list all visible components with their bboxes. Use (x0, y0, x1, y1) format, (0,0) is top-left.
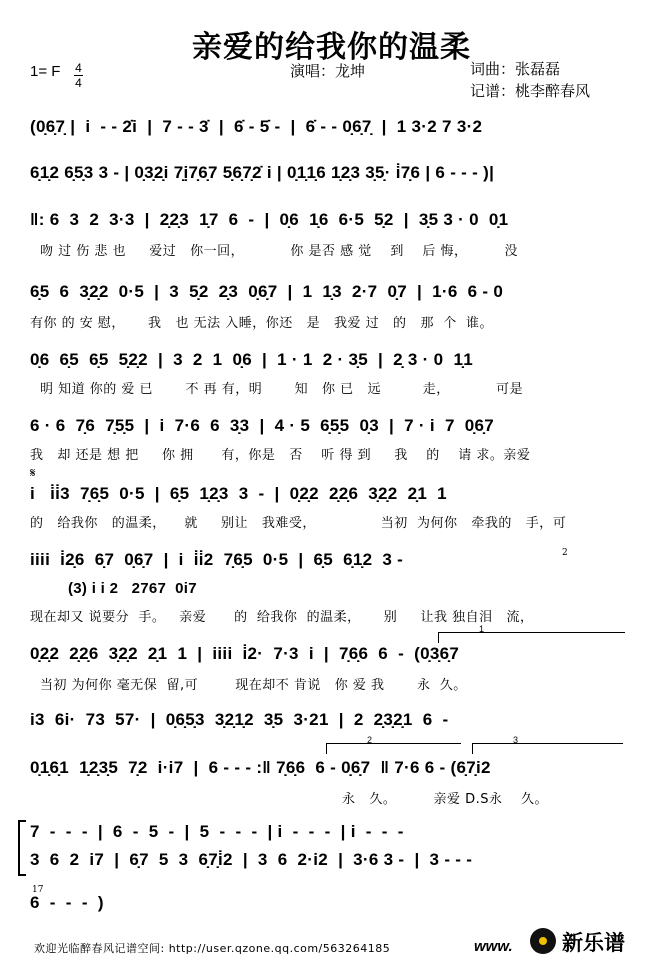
site-prefix: www. (474, 938, 513, 955)
segno-sign: 𝄋 (30, 466, 36, 481)
score-line-1: (0̣6̣7̣ | i - - 2̇i | 7 - - 3̇ | 6̇ - 5̇ - | 6̇ - - 0̣6̣7̣ | 1 3·2 7 3·2 (30, 117, 483, 136)
lyric-line-3: 吻 过 伤 悲 也 爱过 你一回， 你 是否 感 觉 到 后 悔， 没 (40, 244, 519, 259)
score-line-7: i i̇i̇3 7̣6̣5 0·5 | 6̣5 1̣2̣3 3 - | 0̣2̣2 2̣2̣6 3̣2̣2 2̣1 1 (30, 484, 447, 503)
score-line-13: 6 - - - ) (30, 893, 104, 912)
score-line-9: 0̣2̣2 2̣2̣6 3̣2̣2 2̣1 1 | iiii i̇2· 7·3 i | 7̣6̣6 6 - (0̣3̣6̣7 (30, 644, 460, 663)
footer-text: 欢迎光临醉春风记谱空间: http://user.qzone.qq.com/563264185 (34, 942, 391, 955)
score-line-6: 6 · 6 7̣6 7̣5̣5 | i 7·6 6 3̣3 | 4 · 5 6̣5̣5 0̣3 | 7 · i 7 0̣6̣7 (30, 416, 495, 435)
key-signature: 1= F (30, 63, 61, 80)
volta-2-label: 2 (367, 735, 373, 745)
grace-note-1: 2 (562, 548, 568, 558)
time-signature (74, 62, 83, 89)
time-signature-bottom: 4 (75, 76, 82, 90)
score-line-12-upper: 7 - - - | 6 - 5 - | 5 - - - | i - - - | i - - - (30, 822, 404, 841)
song-title: 亲爱的给我你的温柔 (192, 30, 471, 65)
lyric-line-6: 我 却 还是 想 把 你 拥 有，你是 否 听 得 到 我 的 请 求。亲爱 (30, 448, 531, 463)
lyric-line-8: 现在却又 说要分 手。 亲爱 的 给我你 的温柔， 别 让我 独自泪 流， (30, 610, 534, 625)
logo-text: 新乐谱 (562, 931, 625, 955)
volta-bracket-2 (326, 735, 461, 754)
system-brace (18, 820, 26, 876)
volta-bracket-3 (472, 735, 623, 754)
score-line-12-lower: 3 6 2 i7 | 6̣7 5 3 6̣7̣i̇2 | 3 6 2·i2 | 3·6 3 - | 3 - - - (30, 850, 473, 869)
score-line-3: ‖: 6 3 2 3·3 | 2̣2̣3 1̣7 6 - | 0̣6 1̣6 6·5 5̣2 | 3̣5 3 · 0 0̣1 (30, 210, 509, 229)
score-line-2: 6̣1̣2 6̣5̣3 3 - | 0̣3̣2̣i 7̣ị7̣6̣7 5̣6̣7̣2̇ i | 0̣1̣1̣6 1̣2̣3 3̣5̣· i̇7̣6 | 6 - - - )| (30, 163, 495, 182)
composer-credit: 词曲：张磊磊 (470, 60, 561, 78)
singer-credit: 演唱：龙坤 (290, 62, 366, 80)
grace-note-2: 17 (32, 885, 44, 895)
volta-3-label: 3 (513, 735, 519, 745)
score-line-8-alt: (3) i i 2 2767 0i7 (68, 580, 197, 597)
volta-1-label: 1 (479, 624, 485, 634)
score-line-11: 0̣1̣6̣1 1̣2̣3̣5 7̣2 i·i7 | 6 - - - :‖ 7̣6̣6 6 - 0̣6̣7 ‖ 7·6 6 - (6̣7̣i2 (30, 758, 491, 777)
score-line-8: iiii i̇2̣6 6̣7 0̣6̣7 | i i̇i̇2 7̣6̣5 0·5 | 6̣5 6̣1̣2 3 - (30, 550, 404, 569)
volta-bracket-1 (438, 624, 625, 643)
lyric-line-4: 有你 的 安 慰， 我 也 无法 入睡，你还 是 我爱 过 的 那 个 谁。 (30, 316, 493, 331)
transcriber-credit: 记谱：桃李醉春风 (470, 82, 591, 100)
score-line-4: 6̣5 6 3̣2̣2 0·5 | 3 5̣2 2̣3 0̣6̣7 | 1 1̣3 2·7 0̣7 | 1·6 6 - 0 (30, 282, 504, 301)
lyric-line-7: 的 给我你 的温柔， 就 别让 我难受， 当初 为何你 牵我的 手，可 (30, 516, 567, 531)
site-logo (526, 924, 660, 960)
lyric-line-11: 永 久。 亲爱 D.S永 久。 (342, 792, 549, 807)
record-disc-icon (530, 928, 556, 954)
time-signature-top: 4 (75, 61, 82, 75)
lyric-line-9: 当初 为何你 毫无保 留,可 现在却不 肯说 你 爱 我 永 久。 (40, 678, 467, 693)
score-line-5: 0̣6 6̣5 6̣5 5̣2̣2 | 3 2 1 0̣6 | 1 · 1 2 · 3̣5 | 2̣ 3 · 0 1̣1 (30, 350, 473, 369)
score-line-10: i3 6i· 73 57· | 0̣6̣5̣3 3̣2̣1̣2 3̣5 3·21 | 2 2̣3̣2̣1 6 - (30, 710, 449, 729)
lyric-line-5: 明 知道 你的 爱 已 不 再 有，明 知 你 已 远 走， 可是 (40, 382, 524, 397)
